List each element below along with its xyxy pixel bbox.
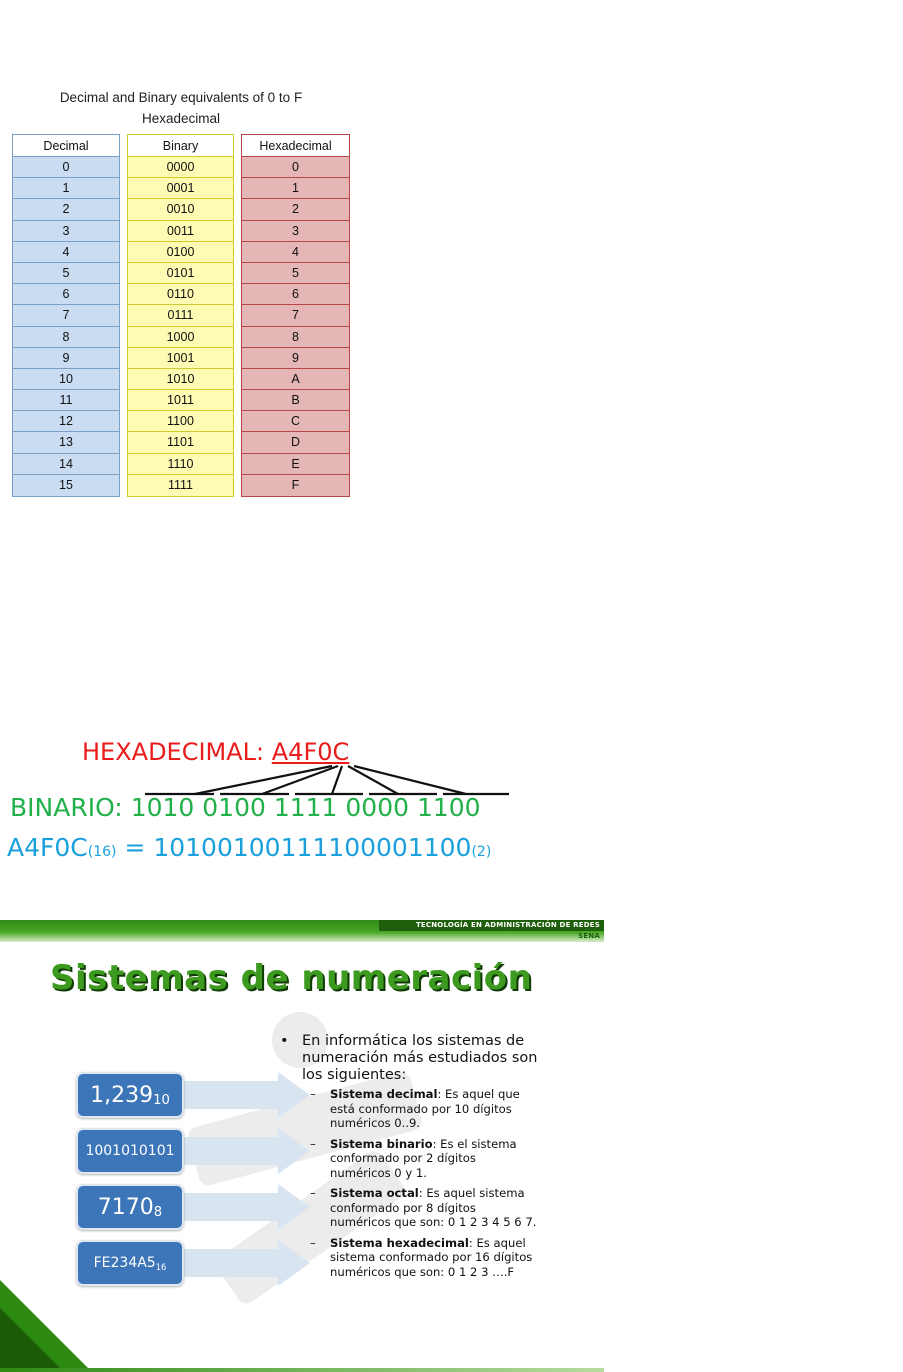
hexadecimal-cell: 7 [242,305,349,326]
hexadecimal-number-box [76,1240,184,1286]
dash-icon: – [310,1235,316,1250]
binary-header: Binary [128,135,233,157]
sub-bullet-item [310,1087,540,1131]
split-line-3 [332,766,342,794]
split-line-2 [262,766,338,794]
eq-left: A4F0C [7,833,88,862]
main-bullet-text: En informática los sistemas de numeración más estudiados son los siguientes: [302,1033,538,1083]
decimal-cell: 11 [13,390,119,411]
binary-cell: 1000 [128,327,233,348]
sub-bullet-term: Sistema octal [330,1186,419,1200]
table-title-line1: Decimal and Binary equivalents of 0 to F [59,90,303,105]
hexadecimal-cell: 6 [242,284,349,305]
decimal-number-box [76,1072,184,1118]
dash-icon: – [310,1136,316,1151]
hexadecimal-cell: E [242,454,349,475]
dash-icon: – [310,1186,316,1200]
binary-cell: 0100 [128,242,233,263]
binary-cell: 1001 [128,348,233,369]
eq-mid: = 10100100111100001100 [116,833,472,862]
binary-cell: 1011 [128,390,233,411]
hexadecimal-header: Hexadecimal [242,135,349,157]
octal-number-box [76,1184,184,1230]
decimal-cell: 7 [13,305,119,326]
hexadecimal-cell: 1 [242,178,349,199]
sub-bullet-text: : Es aquel sistema conformado por 16 dígitos numéricos que son: 0 1 2 3 ….F [330,1235,533,1279]
hexadecimal-cell: 8 [242,327,349,348]
hexadecimal-cell: A [242,369,349,390]
hexadecimal-cell: F [242,475,349,496]
binary-cell: 0111 [128,305,233,326]
sub-bullet-term: Sistema binario [330,1136,433,1151]
numeration-slide [0,920,604,1372]
hexadecimal-cell: C [242,411,349,432]
binary-cell: 1101 [128,432,233,453]
eq-left-base: (16) [87,844,117,860]
decimal-cell: 15 [13,475,119,496]
dash-icon: – [310,1087,316,1101]
bin-groups: 1010 0100 1111 0000 1100 [130,793,481,822]
slide-header-line1: TECNOLOGÍA EN ADMINISTRACIÓN DE REDES [415,921,600,929]
hexadecimal-cell: D [242,432,349,453]
binary-cell: 0101 [128,263,233,284]
table-title-line2: Hexadecimal [141,111,221,126]
sub-bullet-item [310,1236,540,1280]
binary-cell: 0011 [128,221,233,242]
sub-bullet-text: : Es aquel sistema conformado por 8 dígitos numéricos que son: 0 1 2 3 4 5 6 7. [330,1186,537,1229]
main-bullet [280,1033,540,1084]
eq-right-base: (2) [471,844,492,860]
sub-bullet-item [310,1137,540,1181]
hex-value: A4F0C [271,738,350,766]
hexadecimal-cell: 5 [242,263,349,284]
sub-bullet-text: : Es el sistema conformado por 2 dígitos numéricos 0 y 1. [330,1136,517,1180]
slide-header-line2: SENA [578,932,600,940]
sub-bullet-list [280,1087,540,1279]
corner-triangle-inner [0,1308,64,1372]
binary-cell: 0010 [128,199,233,220]
decimal-cell: 5 [13,263,119,284]
sub-bullet-item [310,1186,540,1230]
decimal-cell: 0 [13,157,119,178]
decimal-header: Decimal [13,135,119,157]
box-value: 1,239 [90,1082,154,1108]
equation-line [7,833,491,862]
box-value: FE234A5 [93,1255,156,1271]
binary-cell: 1010 [128,369,233,390]
binary-cell: 0001 [128,178,233,199]
decimal-cell: 1 [13,178,119,199]
split-line-1 [195,766,332,794]
sub-bullet-text: : Es aquel que está conformado por 10 dígitos numéricos 0..9. [330,1087,520,1130]
box-value: 7170 [97,1194,154,1220]
box-value: 1001010101 [85,1143,175,1159]
decimal-cell: 6 [13,284,119,305]
sub-bullet-term: Sistema decimal [330,1087,438,1101]
bullet-dot-icon: • [280,1033,289,1049]
decimal-cell: 10 [13,369,119,390]
sub-bullet-term: Sistema hexadecimal [330,1235,469,1250]
binary-cell: 0000 [128,157,233,178]
hexadecimal-cell: 9 [242,348,349,369]
decimal-cell: 3 [13,221,119,242]
binary-number-box [76,1128,184,1174]
decimal-cell: 12 [13,411,119,432]
bullet-list [280,1033,540,1285]
binary-example-line [10,793,481,822]
box-base: 16 [155,1261,167,1272]
hexadecimal-column [241,134,350,497]
binary-cell: 0110 [128,284,233,305]
slide-title: Sistemas de numeración [50,958,533,998]
binary-cell: 1110 [128,454,233,475]
decimal-cell: 13 [13,432,119,453]
binary-cell: 1111 [128,475,233,496]
hex-label: HEXADECIMAL: [82,738,272,766]
decimal-cell: 9 [13,348,119,369]
slide-bottom-bar [0,1368,604,1372]
hexadecimal-cell: 2 [242,199,349,220]
binary-cell: 1100 [128,411,233,432]
box-base: 10 [153,1093,170,1109]
bin-label: BINARIO: [10,793,131,822]
decimal-cell: 14 [13,454,119,475]
decimal-cell: 8 [13,327,119,348]
hexadecimal-cell: 4 [242,242,349,263]
decimal-cell: 2 [13,199,119,220]
hexadecimal-cell: B [242,390,349,411]
box-base: 8 [153,1205,163,1221]
hexadecimal-cell: 0 [242,157,349,178]
hexadecimal-cell: 3 [242,221,349,242]
decimal-column [12,134,120,497]
decimal-cell: 4 [13,242,119,263]
binary-column [127,134,234,497]
